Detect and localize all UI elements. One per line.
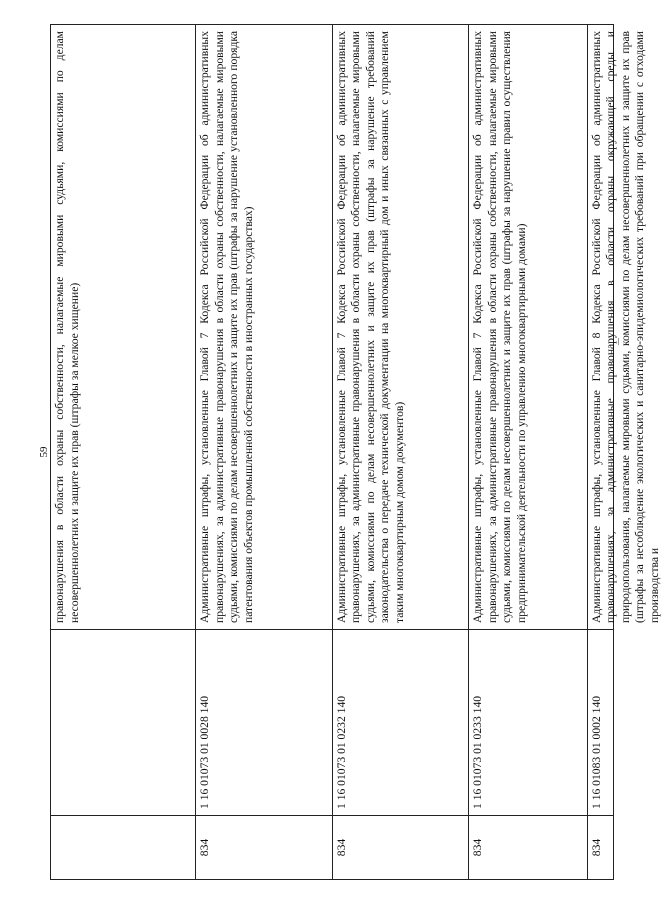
table-row	[196, 25, 332, 879]
table-row	[588, 25, 661, 879]
table-row	[469, 25, 588, 879]
kbk-code-cell	[51, 629, 195, 815]
admin-code-cell: 834	[588, 815, 613, 879]
kbk-code-cell: 1 16 01073 01 0232 140	[333, 629, 468, 815]
fines-table	[50, 24, 661, 880]
admin-code-cell	[51, 815, 195, 879]
admin-code-cell: 834	[333, 815, 468, 879]
admin-code-cell: 834	[469, 815, 587, 879]
table-row	[333, 25, 469, 879]
admin-code-cell: 834	[196, 815, 331, 879]
description-cell: Административные штрафы, установленные Главой 7 Кодекса Российской Федерации об административных правонарушениях, за административные правонарушения в области охраны собственности, налагаемые мировыми судьями, комиссиями по делам несовершеннолетних и защите их прав (штрафы за нарушение требований законодательства о передаче технической документации на многоквартирный дом и иных связанных с управлением таким многоквартирным домом документов)	[334, 31, 406, 623]
description-cell: Административные штрафы, установленные Главой 7 Кодекса Российской Федерации об административных правонарушениях, за административные правонарушения в области охраны собственности, налагаемые мировыми судьями, комиссиями по делам несовершеннолетних и защите их прав (штрафы за нарушение установленного порядка патентования объектов промышленной собственности в иностранных государствах)	[198, 31, 255, 623]
kbk-code-cell: 1 16 01083 01 0002 140	[588, 629, 613, 815]
margin-tick-mark	[618, 338, 619, 345]
description-cell: Административные штрафы, установленные Главой 7 Кодекса Российской Федерации об административных правонарушениях, за административные правонарушения в области охраны собственности, налагаемые мировыми судьями, комиссиями по делам несовершеннолетних и защите их прав (штрафы за нарушение правил осуществления предпринимательской деятельности по управлению многоквартирными домами)	[471, 31, 528, 623]
page-number: 59	[38, 446, 50, 458]
description-cell: правонарушения в области охраны собственности, налагаемые мировыми судьями, комиссиями по делам несовершеннолетних и защите их прав (штрафы за мелкое хищение)	[53, 31, 81, 623]
table-row	[51, 25, 196, 879]
kbk-code-cell: 1 16 01073 01 0028 140	[196, 629, 331, 815]
rotated-table	[50, 24, 661, 880]
kbk-code-cell: 1 16 01073 01 0233 140	[469, 629, 587, 815]
description-cell: Административные штрафы, установленные Главой 8 Кодекса Российской Федерации об административных правонарушениях, за административные правонарушения в области охраны окружающей среды и природопользования, налагаемые мировыми судьями, комиссиями по делам несовершеннолетних и защите их прав (штрафы за несоблюдение экологических и санитарно-эпидемиологических требований при обращении с отходами производства и	[589, 31, 661, 623]
